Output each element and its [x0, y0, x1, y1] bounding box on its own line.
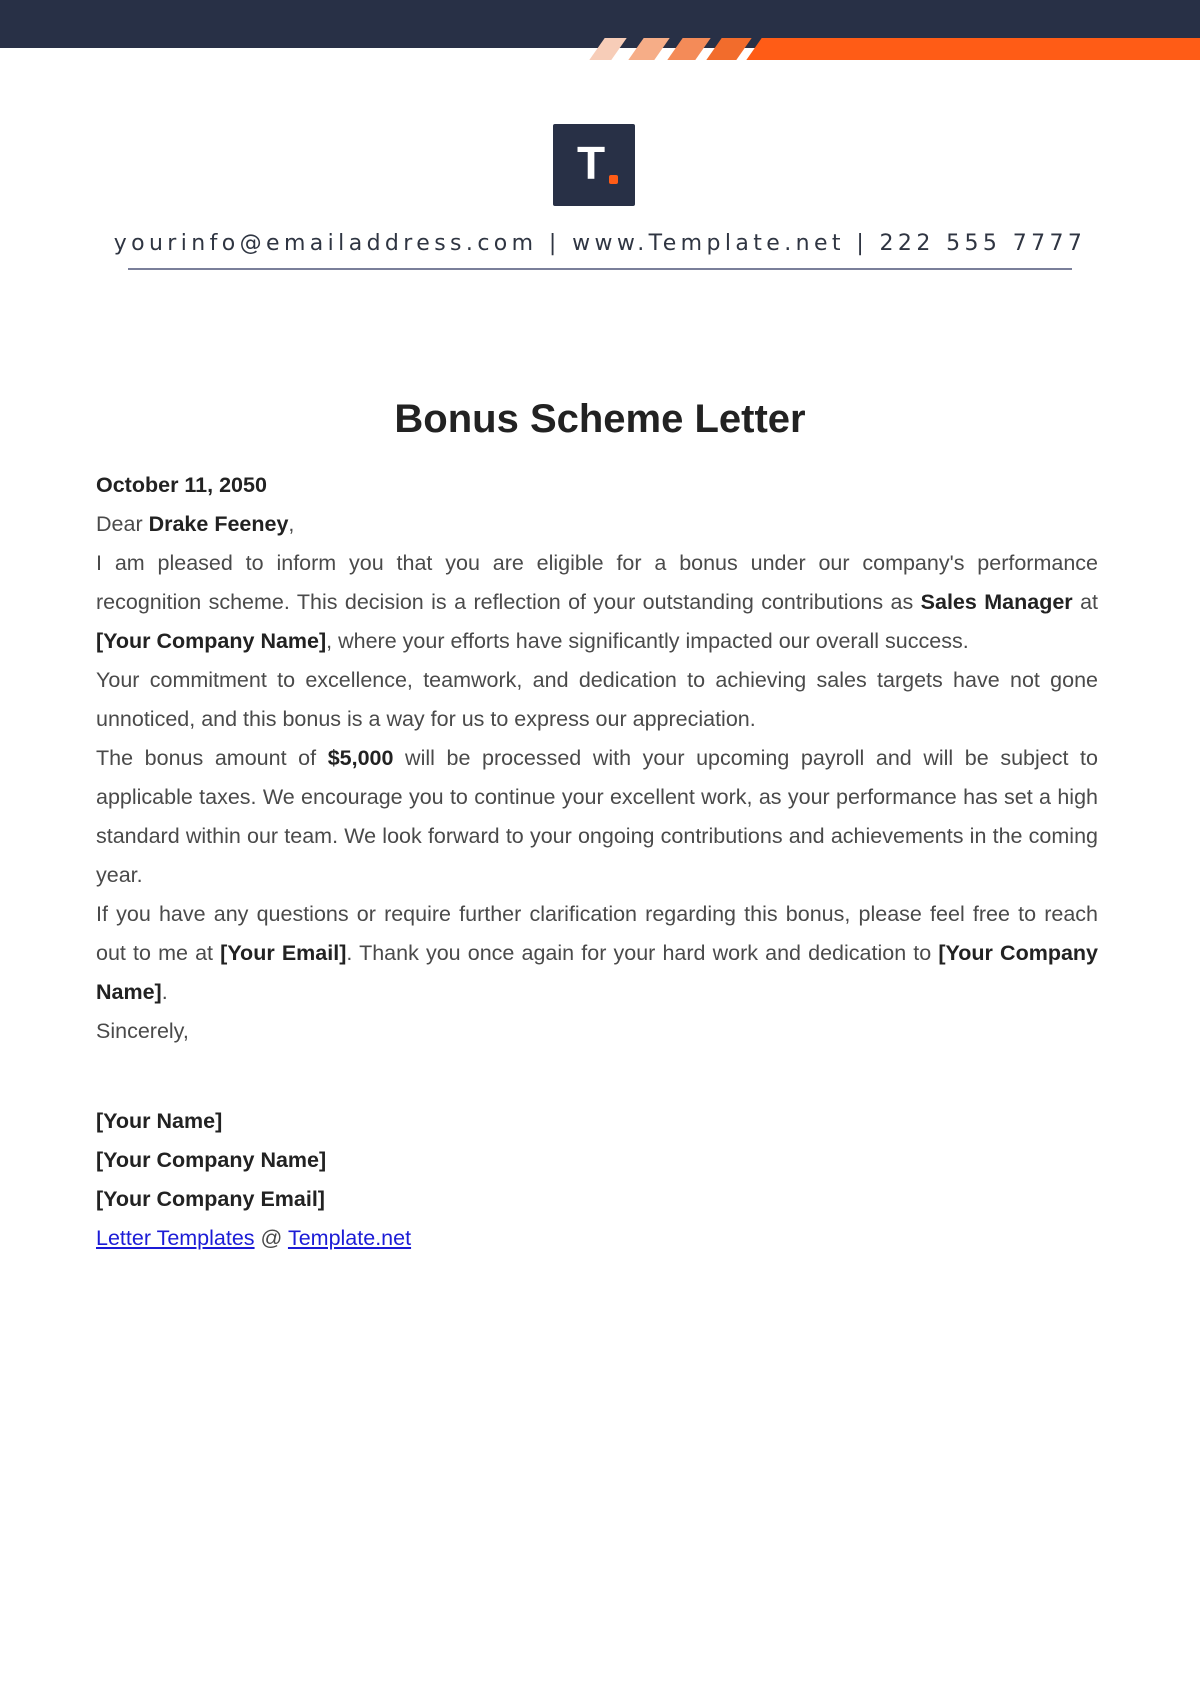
- closing: Sincerely,: [96, 1019, 189, 1043]
- paragraph-text: The bonus amount of: [96, 746, 328, 770]
- signature-company: [Your Company Name]: [96, 1148, 327, 1172]
- salutation: [96, 505, 1098, 544]
- contact-line: yourinfo@emailaddress.com | www.Template.net | 222 555 7777: [113, 231, 1087, 256]
- signature-name: [Your Name]: [96, 1109, 223, 1133]
- paragraph-text: at: [1072, 590, 1099, 614]
- recipient-name: Drake Feeney: [148, 512, 289, 536]
- paragraph-eligibility: [96, 544, 1098, 661]
- letter-date: October 11, 2050: [96, 473, 267, 497]
- paragraph-bonus-amount: [96, 739, 1098, 895]
- logo-letter: T: [577, 137, 606, 189]
- logo-dot: [609, 175, 618, 184]
- contact-divider: [128, 268, 1072, 270]
- salutation-suffix: ,: [288, 512, 295, 536]
- paragraph-text: .: [161, 980, 168, 1004]
- letter-body: [96, 466, 1098, 1258]
- paragraph-appreciation: Your commitment to excellence, teamwork, and dedication to achieving sales targets have not gone unnoticed, and this bonus is a way for us to express our appreciation.: [96, 668, 1098, 731]
- sender-email: [Your Email]: [220, 941, 347, 965]
- letter-templates-link[interactable]: Letter Templates: [96, 1226, 255, 1250]
- company-name: [Your Company Name]: [96, 941, 1099, 1004]
- accent-bar: [746, 38, 1200, 60]
- template-net-link[interactable]: Template.net: [287, 1226, 412, 1250]
- signature-spacer: [96, 1051, 1098, 1102]
- paragraph-text: I am pleased to inform you that you are eligible for a bonus under our company's performance recognition scheme. This decision is a reflection of your outstanding contributions as: [96, 551, 1098, 614]
- footer-credit: [96, 1219, 1098, 1258]
- paragraph-text: If you have any questions or require further clarification regarding this bonus, please feel free to reach out to me at: [96, 902, 1098, 965]
- paragraph-text: will be processed with your upcoming payroll and will be subject to applicable taxes. We encourage you to continue your excellent work, as your performance has set a high standard within our team. We look forward to your ongoing contributions and achievements in the coming year.: [96, 746, 1098, 887]
- salutation-prefix: Dear: [96, 512, 149, 536]
- signature-email: [Your Company Email]: [96, 1187, 325, 1211]
- paragraph-text: . Thank you once again for your hard work and dedication to: [346, 941, 939, 965]
- company-name: [Your Company Name]: [96, 629, 327, 653]
- company-logo: [553, 124, 635, 206]
- bonus-amount: $5,000: [327, 746, 394, 770]
- paragraph-text: , where your efforts have significantly impacted our overall success.: [326, 629, 969, 653]
- footer-separator: @: [254, 1226, 288, 1250]
- paragraph-contact: [96, 895, 1098, 1012]
- document-title: Bonus Scheme Letter: [394, 397, 806, 441]
- recipient-role: Sales Manager: [920, 590, 1073, 614]
